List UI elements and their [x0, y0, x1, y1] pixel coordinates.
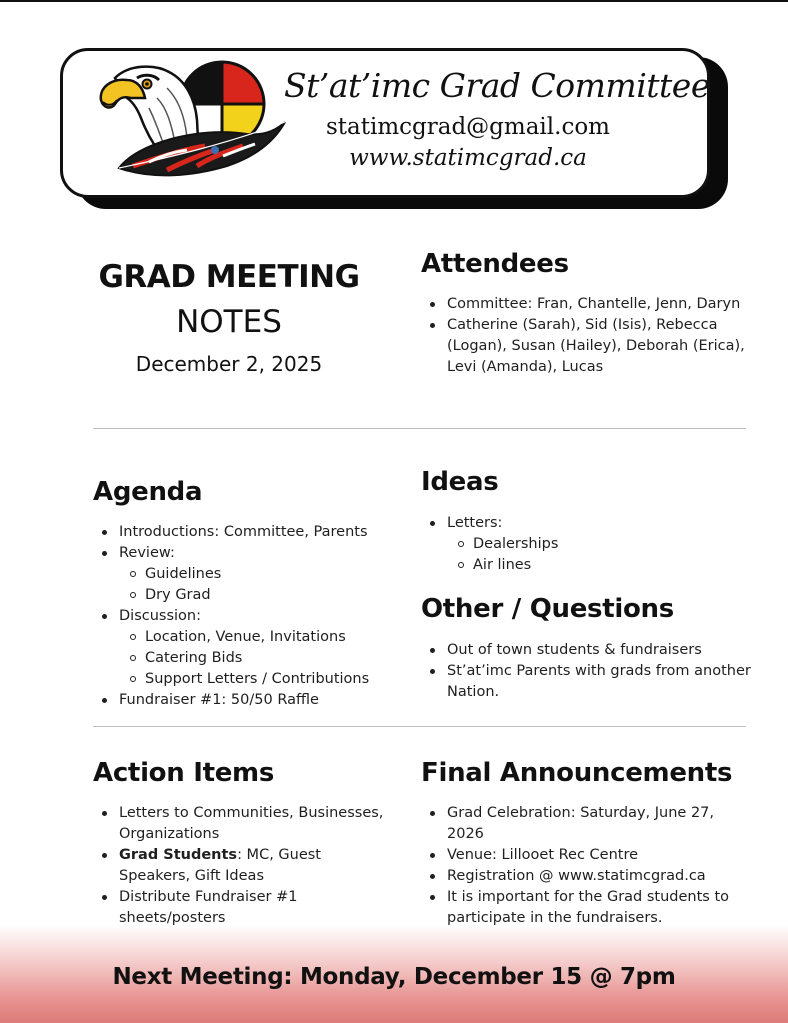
list-item: [93, 606, 393, 690]
agenda-list: [93, 522, 393, 711]
meeting-subtitle: NOTES: [176, 304, 282, 340]
eagle-medicine-wheel-logo: [97, 58, 287, 190]
list-item: Letters to Communities, Businesses, Organizations: [93, 803, 388, 845]
committee-title: St’at’imc Grad Committee: [284, 66, 710, 105]
list-item: St’at’imc Parents with grads from another Nation.: [421, 661, 756, 703]
list-item: Grad Celebration: Saturday, June 27, 2026: [421, 803, 751, 845]
sub-list-item: Support Letters / Contributions: [119, 669, 393, 690]
list-item: Distribute Fundraiser #1 sheets/posters: [93, 887, 388, 929]
meeting-date: December 2, 2025: [135, 352, 323, 376]
list-item: [93, 845, 388, 887]
sub-list: [447, 534, 741, 576]
list-item-label: Letters:: [447, 515, 503, 531]
committee-website: www.statimcgrad.ca: [349, 145, 587, 171]
committee-email: statimcgrad@gmail.com: [325, 114, 610, 140]
final-announcements-list: [421, 803, 751, 929]
section-divider: [93, 726, 746, 727]
sub-list-item: Catering Bids: [119, 648, 393, 669]
list-item-label: Discussion:: [119, 608, 201, 624]
final-announcements-heading: Final Announcements: [421, 758, 733, 788]
sub-list: [119, 564, 393, 606]
ideas-list: [421, 513, 741, 576]
action-items-heading: Action Items: [93, 758, 275, 788]
list-item: Committee: Fran, Chantelle, Jenn, Daryn: [421, 294, 756, 315]
sub-list-item: Air lines: [447, 555, 741, 576]
list-item: Registration @ www.statimcgrad.ca: [421, 866, 751, 887]
list-item: It is important for the Grad students to participate in the fundraisers.: [421, 887, 751, 929]
list-item: Fundraiser #1: 50/50 Raffle: [93, 690, 393, 711]
action-items-list: [93, 803, 388, 929]
sub-list-item: Dry Grad: [119, 585, 393, 606]
list-item-text: : MC, Guest Speakers, Gift Ideas: [119, 847, 321, 884]
grad-students-label: Grad Students: [119, 847, 238, 863]
sub-list: [119, 627, 393, 690]
top-border: [0, 0, 788, 2]
meeting-title: GRAD MEETING: [98, 259, 360, 295]
list-item: Venue: Lillooet Rec Centre: [421, 845, 751, 866]
list-item: [93, 543, 393, 606]
list-item: Introductions: Committee, Parents: [93, 522, 393, 543]
sub-list-item: Location, Venue, Invitations: [119, 627, 393, 648]
attendees-list: [421, 294, 756, 378]
list-item-label: Review:: [119, 545, 175, 561]
list-item: [421, 513, 741, 576]
other-questions-list: [421, 640, 756, 703]
other-questions-heading: Other / Questions: [421, 594, 674, 624]
list-item: Out of town students & fundraisers: [421, 640, 756, 661]
section-divider: [93, 428, 746, 429]
list-item: Catherine (Sarah), Sid (Isis), Rebecca (Logan), Susan (Hailey), Deborah (Erica), Levi (Amanda), Lucas: [421, 315, 756, 378]
ideas-heading: Ideas: [421, 467, 499, 497]
sub-list-item: Dealerships: [447, 534, 741, 555]
next-meeting-banner: Next Meeting: Monday, December 15 @ 7pm: [112, 964, 676, 990]
attendees-heading: Attendees: [421, 249, 569, 279]
agenda-heading: Agenda: [93, 477, 203, 507]
sub-list-item: Guidelines: [119, 564, 393, 585]
